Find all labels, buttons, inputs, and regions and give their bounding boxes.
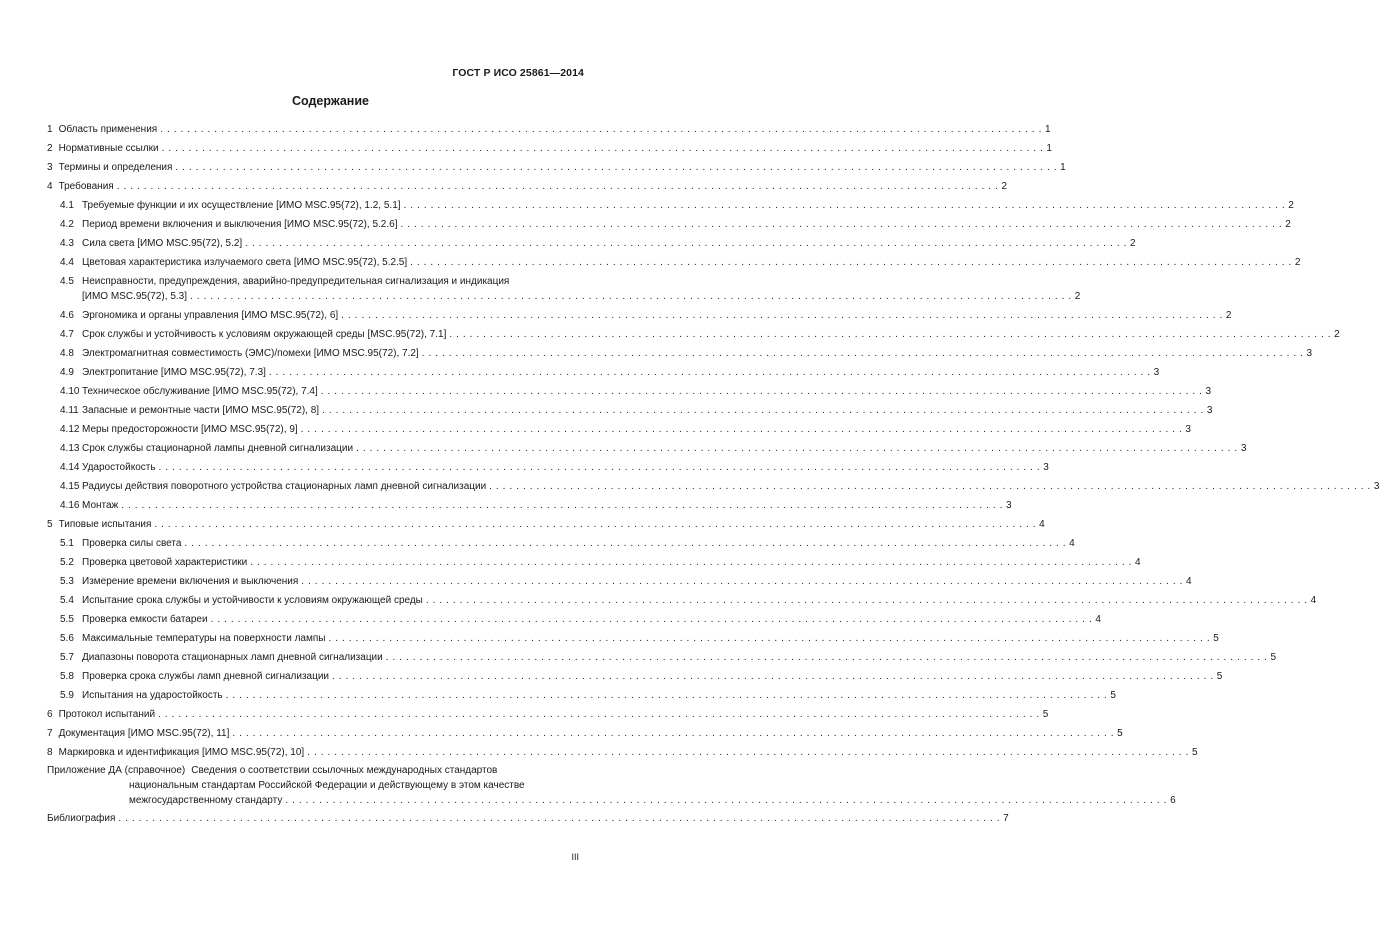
toc-entry-text: Цветовая характеристика излучаемого света [ИМО MSC.95(72), 5.2.5]	[82, 257, 408, 268]
toc-entry-4-10[interactable]	[47, 386, 1212, 398]
toc-entry-number: 5	[47, 519, 53, 530]
standard-code: ГОСТ Р ИСО 25861—2014	[452, 67, 584, 79]
toc-leader-dots	[426, 595, 1308, 607]
toc-entry-page: 5	[1213, 633, 1219, 644]
toc-entry-text: Срок службы и устойчивость к условиям окружающей среды [MSC.95(72), 7.1]	[82, 329, 447, 340]
toc-entry-6[interactable]	[47, 709, 1049, 721]
toc-leader-dots	[301, 424, 1183, 436]
toc-entry-4-4[interactable]	[47, 257, 1301, 269]
toc-entry-4-13[interactable]	[47, 443, 1247, 455]
toc-entry-text: Диапазоны поворота стационарных ламп дневной сигнализации	[82, 652, 383, 663]
toc-entry-page: 4	[1310, 595, 1317, 606]
toc-entry-number: 5.6	[60, 633, 74, 644]
toc-entry-number: 4.6	[60, 310, 74, 321]
toc-entry-page: 3	[1205, 386, 1212, 397]
toc-entry-text: Испытания на ударостойкость	[82, 690, 223, 701]
toc-entry-number: 5.9	[60, 690, 74, 701]
toc-entry-number: 5.3	[60, 576, 74, 587]
table-of-contents	[47, 124, 1379, 825]
toc-entry-text: Область применения	[58, 124, 158, 135]
toc-entry-5[interactable]	[47, 519, 1045, 531]
toc-entry-number: 4.2	[60, 219, 74, 230]
toc-leader-dots	[404, 200, 1286, 212]
toc-entry-number: 2	[47, 143, 53, 154]
toc-entry-bibliography[interactable]	[47, 813, 1009, 825]
toc-entry-page: 2	[1288, 200, 1294, 211]
toc-leader-dots	[118, 813, 1000, 825]
toc-entry-text: Требуемые функции и их осуществление [ИМО MSC.95(72), 1.2, 5.1]	[82, 200, 401, 211]
toc-entry-4-6[interactable]	[47, 310, 1232, 322]
toc-entry-text: Меры предосторожности [ИМО MSC.95(72), 9]	[82, 424, 298, 435]
toc-entry-page: 5	[1191, 747, 1198, 758]
toc-entry-5-1[interactable]	[47, 538, 1075, 550]
toc-entry-page: 1	[1044, 124, 1051, 135]
toc-entry-number: 5.7	[60, 652, 74, 663]
toc-leader-dots	[232, 728, 1114, 740]
toc-entry-4[interactable]	[47, 181, 1008, 193]
toc-entry-text-continued: [ИМО MSC.95(72), 5.3]	[82, 291, 187, 302]
toc-entry-4-15[interactable]	[47, 481, 1379, 493]
toc-leader-dots	[158, 709, 1040, 721]
toc-entry-text: Срок службы стационарной лампы дневной сигнализации	[82, 443, 354, 454]
toc-entry-page: 3	[1206, 405, 1213, 416]
toc-leader-dots	[160, 124, 1042, 136]
toc-entry-number: 5.5	[60, 614, 74, 625]
toc-entry-page: 3	[1006, 500, 1012, 511]
toc-leader-dots	[285, 795, 1167, 807]
toc-entry-page: 1	[1046, 143, 1052, 154]
toc-entry-number: 4.7	[60, 329, 74, 340]
toc-entry-4-8[interactable]	[47, 348, 1313, 360]
toc-entry-text: Эргономика и органы управления [ИМО MSC.95(72), 6]	[82, 310, 339, 321]
toc-entry-5-9[interactable]	[47, 690, 1116, 702]
toc-entry-5-3[interactable]	[47, 576, 1192, 588]
toc-leader-dots	[322, 405, 1204, 417]
toc-entry-text: Электропитание [ИМО MSC.95(72), 7.3]	[82, 367, 266, 378]
toc-entry-page: 6	[1170, 795, 1176, 806]
toc-leader-dots	[400, 219, 1282, 231]
toc-entry-number: 1	[47, 124, 53, 135]
appendix-title-line-1: Сведения о соответствии ссылочных международных стандартов	[191, 765, 498, 776]
toc-entry-text: Измерение времени включения и выключения	[82, 576, 299, 587]
toc-entry-text: Максимальные температуры на поверхности лампы	[82, 633, 326, 644]
toc-entry-5-2[interactable]	[47, 557, 1141, 569]
toc-entry-number: 4.12	[60, 424, 80, 435]
toc-entry-number: 4.4	[60, 257, 74, 268]
toc-entry-number: 4.3	[60, 238, 74, 249]
toc-entry-5-4[interactable]	[47, 595, 1317, 607]
toc-leader-dots	[159, 462, 1041, 474]
toc-entry-page: 2	[1285, 219, 1291, 230]
toc-entry-text: Типовые испытания	[58, 519, 152, 530]
toc-entry-8[interactable]	[47, 747, 1198, 759]
appendix-title-line-3: межгосударственному стандарту	[129, 795, 283, 806]
toc-entry-text: Нормативные ссылки	[58, 143, 159, 154]
toc-leader-dots	[328, 633, 1210, 645]
toc-entry-2[interactable]	[47, 143, 1052, 155]
toc-entry-text: Ударостойкость	[82, 462, 156, 473]
toc-entry-page: 4	[1095, 614, 1101, 625]
toc-entry-page: 2	[1225, 310, 1232, 321]
toc-leader-dots	[245, 238, 1127, 250]
toc-entry-page: 5	[1117, 728, 1123, 739]
toc-entry-page: 2	[1294, 257, 1301, 268]
toc-entry-text: Требования	[58, 181, 114, 192]
toc-entry-5-6[interactable]	[47, 633, 1219, 645]
toc-entry-page: 5	[1042, 709, 1049, 720]
toc-leader-dots	[386, 652, 1268, 664]
toc-leader-dots	[175, 162, 1057, 174]
toc-entry-number: 4.13	[60, 443, 80, 454]
appendix-title-line-2: национальным стандартам Российской Федерации и действующему в этом качестве	[129, 780, 525, 791]
toc-entry-page: 2	[1334, 329, 1340, 340]
toc-entry-page: 3	[1043, 462, 1049, 473]
toc-leader-dots	[121, 500, 1003, 512]
toc-entry-text: Монтаж	[82, 500, 119, 511]
toc-entry-number: 4.15	[60, 481, 80, 492]
toc-entry-text: Маркировка и идентификация [ИМО MSC.95(72), 10]	[58, 747, 305, 758]
toc-entry-page: 2	[1074, 291, 1081, 302]
toc-entry-number: 4.11	[60, 405, 79, 416]
toc-entry-4-12[interactable]	[47, 424, 1191, 436]
toc-title: Содержание	[291, 94, 369, 108]
toc-entry-page: 4	[1135, 557, 1141, 568]
toc-entry-number: 4	[47, 181, 53, 192]
toc-entry-number: 4.9	[60, 367, 74, 378]
toc-entry-page: 4	[1039, 519, 1045, 530]
toc-entry-number: 3	[47, 162, 53, 173]
toc-entry-number: 6	[47, 709, 53, 720]
toc-entry-4-7[interactable]	[47, 329, 1340, 341]
toc-entry-number: 5.1	[60, 538, 74, 549]
toc-entry-number: 4.8	[60, 348, 74, 359]
toc-leader-dots	[269, 367, 1151, 379]
toc-entry-4-14[interactable]	[47, 462, 1049, 474]
toc-entry-page: 7	[1003, 813, 1009, 824]
toc-entry-7[interactable]	[47, 728, 1123, 740]
toc-entry-number: 4.14	[60, 462, 80, 473]
toc-leader-dots	[449, 329, 1331, 341]
page-number: III	[571, 852, 579, 862]
toc-entry-text: Проверка силы света	[82, 538, 182, 549]
toc-leader-dots	[332, 671, 1214, 683]
toc-entry-page: 4	[1186, 576, 1192, 587]
toc-leader-dots	[422, 348, 1304, 360]
toc-leader-dots	[489, 481, 1371, 493]
toc-entry-text: Техническое обслуживание [ИМО MSC.95(72), 7.4]	[82, 386, 318, 397]
toc-leader-dots	[117, 181, 999, 193]
toc-entry-number: 8	[47, 747, 53, 758]
toc-entry-page: 3	[1185, 424, 1191, 435]
toc-leader-dots	[307, 747, 1189, 759]
toc-entry-text: Запасные и ремонтные части [ИМО MSC.95(72), 8]	[82, 405, 320, 416]
toc-leader-dots	[321, 386, 1203, 398]
toc-entry-number: 4.10	[60, 386, 80, 397]
toc-entry-text: Протокол испытаний	[58, 709, 156, 720]
toc-leader-dots	[250, 557, 1132, 569]
toc-entry-page: 5	[1270, 652, 1277, 663]
toc-entry-page: 5	[1216, 671, 1223, 682]
toc-entry-number: 7	[47, 728, 53, 739]
toc-leader-dots	[410, 257, 1292, 269]
toc-entry-number: 4.5	[60, 276, 74, 287]
toc-entry-text: Документация [ИМО MSC.95(72), 11]	[58, 728, 230, 739]
toc-entry-number: 4.16	[60, 500, 80, 511]
toc-leader-dots	[226, 690, 1108, 702]
toc-entry-4-2[interactable]	[47, 219, 1291, 231]
toc-entry-page: 4	[1069, 538, 1075, 549]
toc-leader-dots	[154, 519, 1036, 531]
toc-entry-text: Сила света [ИМО MSC.95(72), 5.2]	[82, 238, 243, 249]
toc-entry-number: 5.2	[60, 557, 74, 568]
toc-entry-text: Электромагнитная совместимость (ЭМС)/помехи [ИМО MSC.95(72), 7.2]	[82, 348, 419, 359]
toc-entry-page: 5	[1110, 690, 1116, 701]
toc-entry-4-16[interactable]	[47, 500, 1012, 512]
toc-entry-text: Термины и определения	[58, 162, 173, 173]
toc-entry-text: Библиография	[47, 813, 116, 824]
toc-entry-5-7[interactable]	[47, 652, 1277, 664]
toc-entry-text: Неисправности, предупреждения, аварийно-предупредительная сигнализация и индикация	[82, 276, 510, 287]
toc-entry-number: 5.4	[60, 595, 74, 606]
appendix-label: Приложение ДА (справочное)	[47, 765, 186, 776]
toc-entry-number: 5.8	[60, 671, 74, 682]
toc-leader-dots	[190, 291, 1072, 303]
toc-entry-4-3[interactable]	[47, 238, 1136, 250]
toc-entry-text: Период времени включения и выключения [ИМО MSC.95(72), 5.2.6]	[82, 219, 398, 230]
toc-entry-page: 1	[1060, 162, 1066, 173]
toc-leader-dots	[184, 538, 1066, 550]
toc-entry-page: 3	[1153, 367, 1160, 378]
toc-entry-text: Проверка срока службы ламп дневной сигнализации	[82, 671, 329, 682]
toc-entry-number: 4.1	[60, 200, 74, 211]
toc-leader-dots	[356, 443, 1238, 455]
toc-entry-page: 2	[1129, 238, 1136, 249]
toc-entry-1[interactable]	[47, 124, 1051, 136]
toc-entry-4-11[interactable]	[47, 405, 1213, 417]
toc-leader-dots	[211, 614, 1093, 626]
toc-entry-page: 2	[1001, 181, 1008, 192]
toc-entry-page: 3	[1373, 481, 1379, 492]
toc-entry-3[interactable]	[47, 162, 1066, 174]
toc-entry-4-1[interactable]	[47, 200, 1294, 212]
toc-entry-appendix[interactable]	[47, 765, 1176, 807]
toc-leader-dots	[162, 143, 1044, 155]
toc-leader-dots	[301, 576, 1183, 588]
toc-entry-page: 3	[1306, 348, 1313, 359]
toc-entry-text: Проверка емкости батареи	[82, 614, 208, 625]
toc-entry-5-8[interactable]	[47, 671, 1223, 683]
toc-entry-page: 3	[1240, 443, 1247, 454]
toc-entry-4-9[interactable]	[47, 367, 1160, 379]
toc-entry-5-5[interactable]	[47, 614, 1101, 626]
toc-entry-text: Радиусы действия поворотного устройства стационарных ламп дневной сигнализации	[82, 481, 487, 492]
toc-entry-text: Испытание срока службы и устойчивости к условиям окружающей среды	[82, 595, 423, 606]
toc-leader-dots	[341, 310, 1223, 322]
toc-entry-4-5[interactable]	[47, 276, 1081, 303]
toc-entry-text: Проверка цветовой характеристики	[82, 557, 248, 568]
